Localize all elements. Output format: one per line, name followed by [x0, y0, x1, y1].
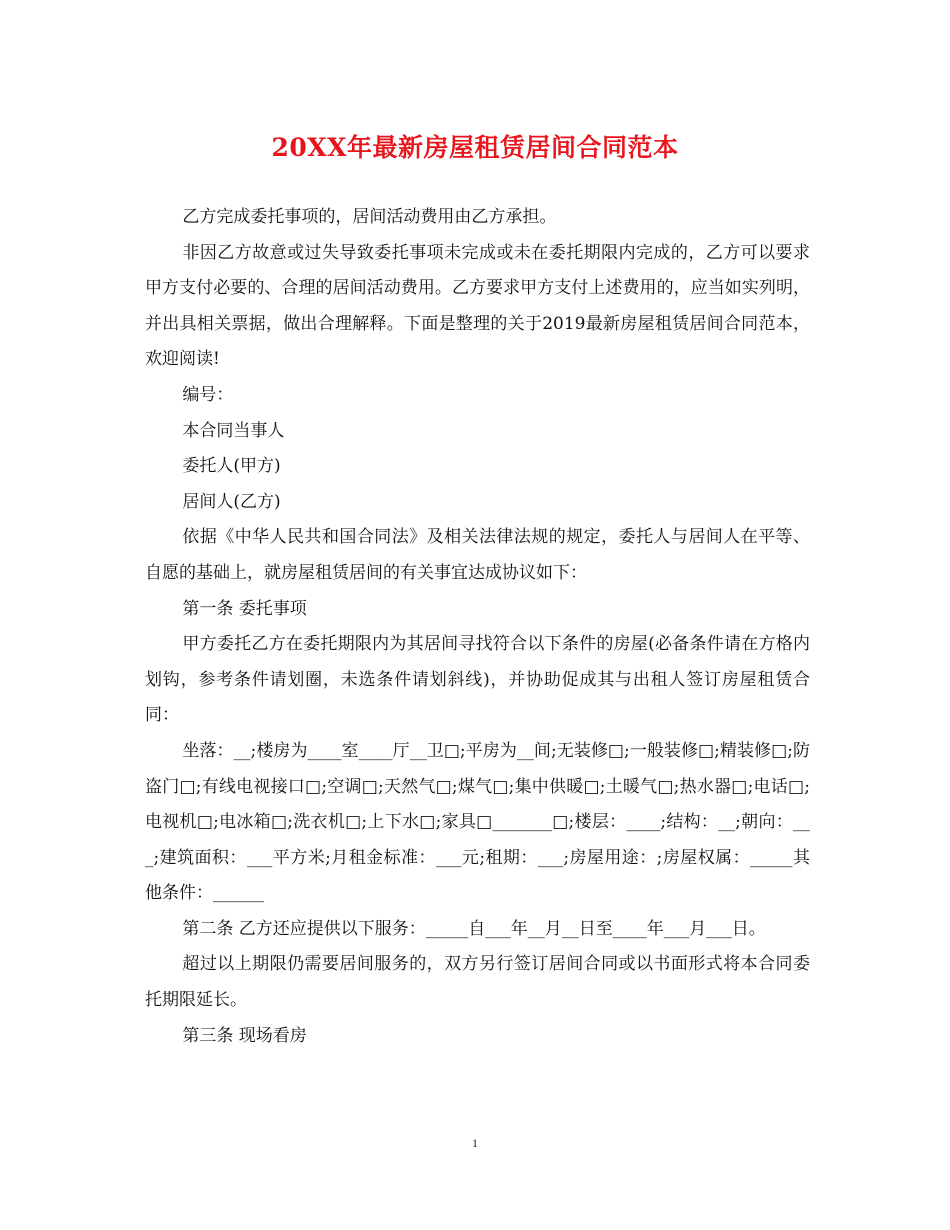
paragraph-legal-basis: 依据《中华人民共和国合同法》及相关法律法规的规定，委托人与居间人在平等、自愿的基础上，就房屋租赁居间的有关事宜达成协议如下：: [145, 527, 810, 583]
paragraph-party-b: 居间人(乙方): [182, 491, 281, 512]
paragraph-commission: 甲方委托乙方在委托期限内为其居间寻找符合以下条件的房屋(必备条件请在方格内划钩，参考条件请划圈，未选条件请划斜线)，并协助促成其与出租人签订房屋租赁合同：: [145, 634, 810, 726]
document-title: 20XX年最新房屋租赁居间合同范本: [271, 133, 679, 162]
article-2-heading: 第二条 乙方还应提供以下服务：_____自___年__月__日至____年___月___日。: [182, 918, 766, 939]
page-number: 1: [472, 1136, 478, 1150]
paragraph-party-a: 委托人(甲方): [182, 456, 281, 477]
article-1-heading: 第一条 委托事项: [182, 598, 307, 619]
paragraph-house-conditions: 坐落：__;楼房为____室____厅__卫□;平房为__间;无装修□;一般装修□;精装修□;防盗门□;有线电视接口□;空调□;天然气□;煤气□;集中供暖□;土暖气□;热水器□;电话□;电视机□;电冰箱□;洗衣机□;上下水□;家具□_______□;楼层：____;结构：__;朝向：___;建筑面积：___平方米;月租金标准：___元;租期：___;房屋用途：;房屋权属：_____其他条件：______: [145, 740, 810, 904]
article-3-heading: 第三条 现场看房: [182, 1025, 307, 1046]
document-body: [145, 200, 810, 1054]
paragraph-contract-number: 编号：: [182, 384, 234, 405]
paragraph-parties: 本合同当事人: [182, 420, 285, 441]
paragraph-intro: 非因乙方故意或过失导致委托事项未完成或未在委托期限内完成的，乙方可以要求甲方支付必要的、合理的居间活动费用。乙方要求甲方支付上述费用的，应当如实列明，并出具相关票据，做出合理解释。下面是整理的关于2019最新房屋租赁居间合同范本，欢迎阅读!: [145, 242, 810, 370]
paragraph-fee-responsibility: 乙方完成委托事项的，居间活动费用由乙方承担。: [182, 207, 557, 227]
paragraph-extension: 超过以上期限仍需要居间服务的，双方另行签订居间合同或以书面形式将本合同委托期限延长。: [145, 954, 810, 1011]
